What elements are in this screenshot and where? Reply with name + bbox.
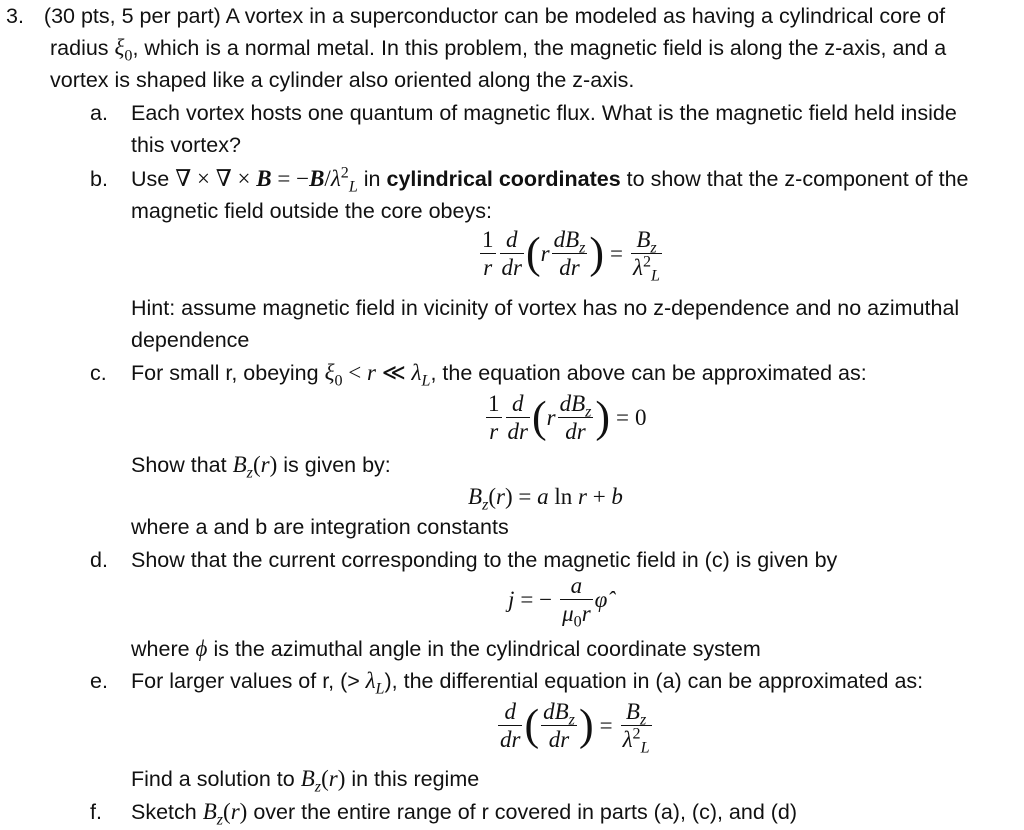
part-b-rest: to show that the z-component of the — [626, 167, 969, 191]
part-e-find-a: Find a solution to — [131, 767, 295, 791]
equation-e: $\frac{d}{dr}$ ( $\frac{dB_z}{dr}$ ) = $\frac{B_z}{\lambda^2_L}$ — [500, 699, 650, 757]
part-c-text-1b: , the equation above can be approximated as: — [430, 361, 867, 385]
phi-symbol: ϕ — [195, 636, 208, 661]
part-d-where-a: where — [131, 637, 190, 661]
intro-text-2b: , which is a normal metal. In this problem, the magnetic field is along the z-axis, and a — [132, 36, 947, 60]
xi0-symbol: $\xi_0$ — [114, 35, 133, 65]
part-b-use: Use — [131, 167, 170, 191]
part-e-find — [131, 763, 479, 795]
part-e-line-1 — [131, 665, 923, 697]
intro-text-3: vortex is shaped like a cylinder also oriented along the z-axis. — [50, 68, 635, 92]
part-d-where — [131, 633, 761, 665]
problem-line-3 — [50, 64, 634, 96]
equation-c: $\frac{1}{r}$ $\frac{d}{dr}$ (r $\frac{dB_z}{dr}$ ) = 0 — [488, 391, 647, 444]
bz-of-r-e: $B_z(r)$ — [300, 766, 346, 796]
part-e-find-b: in this regime — [351, 767, 480, 791]
part-d-text-1: Show that the current corresponding to the magnetic field in (c) is given by — [131, 548, 838, 572]
part-b-line-1 — [131, 163, 969, 195]
part-f-text — [131, 796, 797, 828]
part-c-text-1a: For small r, obeying — [131, 361, 319, 385]
bz-of-r: $B_z(r)$ — [232, 452, 278, 482]
part-c-show-a: Show that — [131, 453, 227, 477]
part-e-label: e. — [90, 669, 108, 693]
part-c-where: where a and b are integration constants — [131, 515, 509, 539]
bz-of-r-f: $B_z(r)$ — [202, 799, 248, 829]
problem-line-2 — [50, 32, 946, 64]
part-e-text-1b: ), the differential equation in (a) can be approximated as: — [384, 669, 924, 693]
part-b-label: b. — [90, 167, 108, 191]
curl-curl-equation: ∇ × ∇ × $B = -B/\lambda^2_L$ — [175, 164, 358, 196]
part-a-text-1: Each vortex hosts one quantum of magnetic flux. What is the magnetic field held inside — [131, 101, 957, 125]
part-a-text-2: this vortex? — [131, 133, 241, 157]
intro-text-2a: radius — [50, 36, 109, 60]
part-b-cylindrical: cylindrical coordinates — [386, 167, 621, 191]
part-f-text-b: over the entire range of r covered in parts (a), (c), and (d) — [253, 800, 798, 824]
range-inequality: $\xi_0 < r$ ≪ $\lambda_L$ — [324, 360, 431, 390]
part-b-in: in — [363, 167, 381, 191]
equation-c-solution: $B_z(r) = a$ ln r + b — [468, 484, 623, 514]
lambda-l-symbol: $\lambda_L$ — [359, 668, 385, 698]
equation-d: j = − $\frac{a}{\mu_0r}$ φ̂ — [508, 573, 608, 631]
part-b-hint-2: dependence — [131, 328, 250, 352]
problem-line-1 — [6, 0, 945, 32]
intro-text-1: A vortex in a superconductor can be modeled as having a cylindrical core of — [225, 4, 946, 28]
part-b-hint-1: Hint: assume magnetic field in vicinity of vortex has no z-dependence and no azimuthal — [131, 296, 960, 320]
part-b-text-2: magnetic field outside the core obeys: — [131, 199, 492, 223]
part-e-text-1a: For larger values of r, (> — [131, 669, 360, 693]
part-d-where-b: is the azimuthal angle in the cylindrical coordinate system — [213, 637, 761, 661]
part-c-line-1 — [131, 357, 867, 389]
part-a-label: a. — [90, 101, 108, 125]
part-d-label: d. — [90, 548, 108, 572]
part-c-show — [131, 449, 391, 481]
part-c-show-b: is given by: — [283, 453, 391, 477]
part-f-text-a: Sketch — [131, 800, 197, 824]
part-f-label: f. — [90, 800, 102, 824]
equation-b: $\frac{1}{r}$ $\frac{d}{dr}$ (r $\frac{dB_z}{dr}$ ) = $\frac{B_z}{\lambda^2_L}$ — [482, 227, 660, 285]
part-c-label: c. — [90, 361, 107, 385]
problem-points: (30 pts, 5 per part) — [43, 4, 221, 28]
problem-number: 3. — [6, 4, 24, 28]
